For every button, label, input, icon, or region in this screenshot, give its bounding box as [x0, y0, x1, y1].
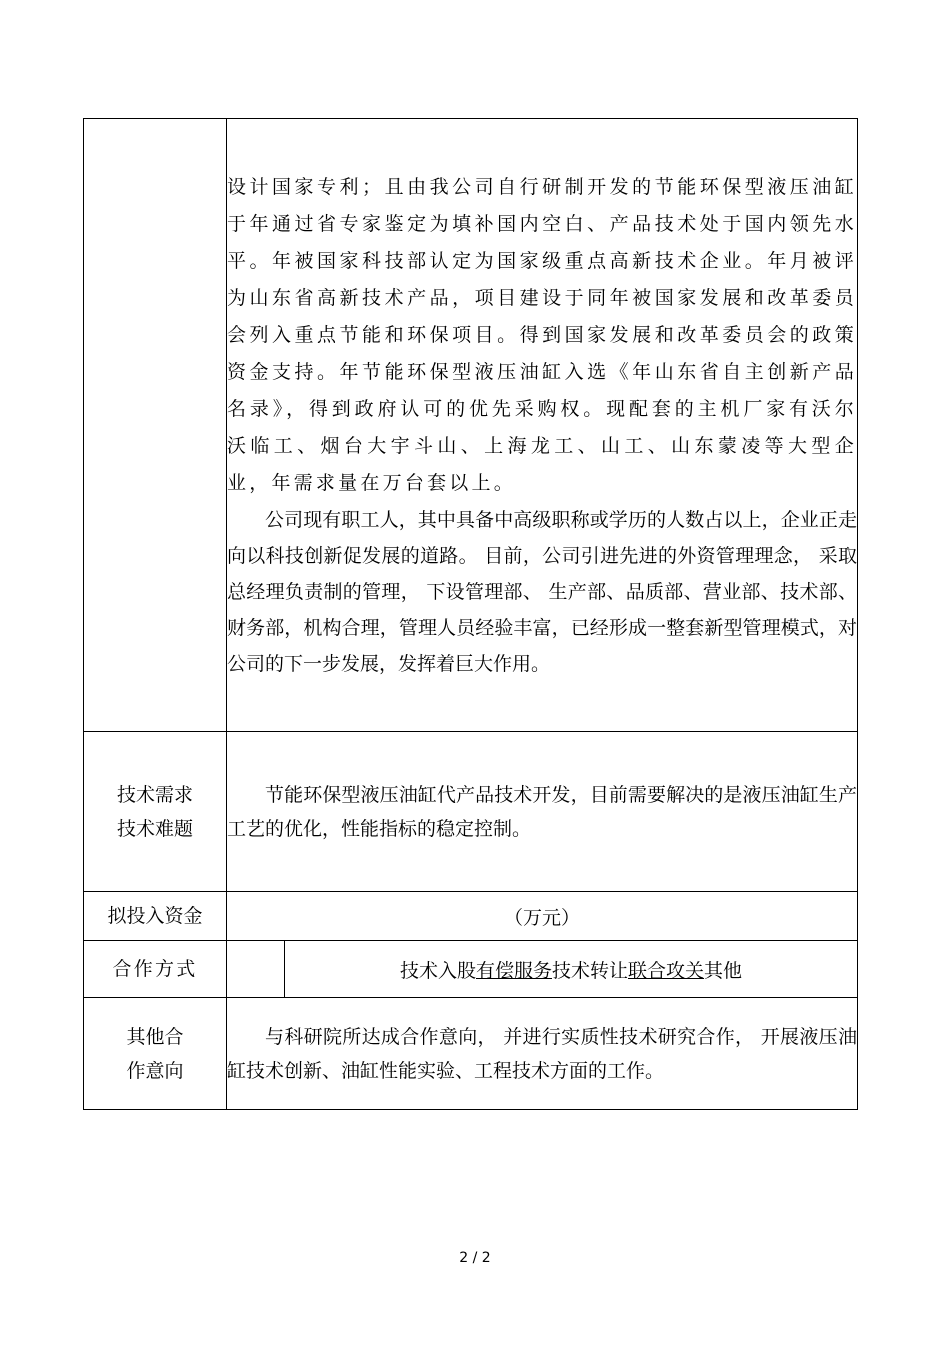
cooperation-option-0: 技术入股: [399, 959, 476, 982]
investment-label: 拟投入资金: [84, 892, 227, 941]
cooperation-row: [84, 941, 858, 998]
page-number: 2 / 2: [459, 1250, 491, 1266]
cooperation-empty-cell: [227, 941, 285, 998]
project-info-table: [83, 118, 858, 1110]
tech-demand-cell: [227, 732, 858, 892]
company-intro-row: [84, 119, 858, 732]
tech-demand-label-line-2: 技术难题: [116, 817, 193, 840]
cooperation-option-4: 其他: [704, 959, 743, 982]
other-intent-text: 与科研院所达成合作意向， 并进行实质性技术研究合作， 开展液压油缸技术创新、油缸性能实验、工程技术方面的工作。: [227, 1025, 858, 1082]
other-intent-label: [84, 998, 227, 1110]
investment-value: （万元）: [227, 892, 858, 941]
cooperation-option-1: 有偿服务: [475, 959, 552, 982]
company-intro-paragraph-1: 设计国家专利；且由我公司自行研制开发的节能环保型液压油缸于年通过省专家鉴定为填补国内空白、产品技术处于国内领先水平。年被国家科技部认定为国家级重点高新技术企业。年月被评为山东省高新技术产品，项目建设于同年被国家发展和改革委员会列入重点节能和环保项目。得到国家发展和改革委员会的政策资金支持。年节能环保型液压油缸入选《年山东省自主创新产品名录》，得到政府认可的优先采购权。现配套的主机厂家有沃尔沃临工、烟台大宇斗山、上海龙工、山工、山东蒙凌等大型企业，年需求量在万台套以上。: [227, 175, 858, 494]
company-intro-label-cell: [84, 119, 227, 732]
tech-demand-label: [84, 732, 227, 892]
other-intent-row: [84, 998, 858, 1110]
other-intent-label-line-1: 其他合: [126, 1025, 184, 1048]
investment-row: [84, 892, 858, 941]
other-intent-cell: [227, 998, 858, 1110]
cooperation-options: [285, 941, 858, 998]
cooperation-option-3: 联合攻关: [628, 959, 705, 982]
tech-demand-row: [84, 732, 858, 892]
cooperation-label: 合作方式: [84, 941, 227, 998]
other-intent-label-line-2: 作意向: [126, 1059, 184, 1082]
cooperation-option-2: 技术转让: [552, 959, 629, 982]
tech-demand-text: 节能环保型液压油缸代产品技术开发，目前需要解决的是液压油缸生产工艺的优化，性能指标的稳定控制。: [227, 783, 858, 840]
company-intro-cell: [227, 119, 858, 732]
company-intro-paragraph-2: 公司现有职工人，其中具备中高级职称或学历的人数占以上，企业正走向以科技创新促发展的道路。 目前，公司引进先进的外资管理理念， 采取总经理负责制的管理， 下设管理部、 生产部、品质部、营业部、技术部、财务部，机构合理，管理人员经验丰富，已经形成一整套新型管理模式，对公司的下一步发展，发挥着巨大作用。: [227, 508, 858, 675]
tech-demand-label-line-1: 技术需求: [116, 783, 193, 806]
